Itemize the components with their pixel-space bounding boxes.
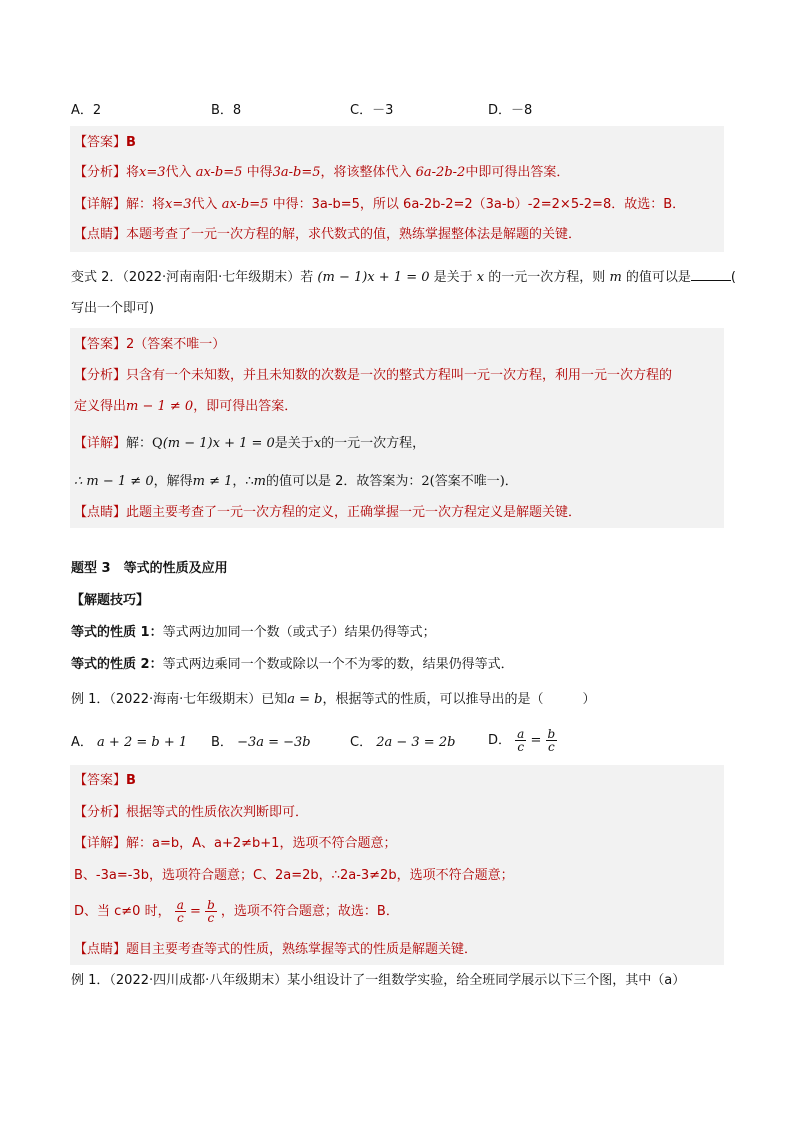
v2-analysis-line2: 定义得出m − 1 ≠ 0，即可得出答案． (74, 399, 298, 414)
v2-solution-box (70, 328, 724, 528)
ex1-detail-line1: 【详解】解：a=b，A、a+2≠b+1，选项不符合题意； (74, 836, 397, 851)
property-1: 等式的性质 1：等式两边加同一个数（或式子）结果仍得等式； (71, 625, 436, 640)
ex1-option-d: D． $\frac{a}{c}$ = $\frac{b}{c}$ (488, 727, 556, 754)
q1-analysis: 【分析】将x=3代入 ax-b=5 中得3a-b=5，将该整体代入 6a-2b-2中即可得出答案． (74, 165, 570, 180)
v2-detail-line1: 【详解】解：Q(m − 1)x + 1 = 0是关于x的一元一次方程， (74, 436, 426, 451)
variant-2-question-line2: 写出一个即可) (71, 301, 155, 316)
ex1-comment: 【点睛】题目主要考查等式的性质，熟练掌握等式的性质是解题关键． (74, 942, 478, 957)
variant-2-question: 变式 2．（2022·河南南阳·七年级期末）若 (m − 1)x + 1 = 0 是关于 x 的一元一次方程，则 m 的值可以是 ( (71, 270, 736, 285)
v2-answer: 【答案】2（答案不唯一） (74, 337, 226, 352)
ex1-detail-line3: D、当 c≠0 时， $\frac{a}{c}$ = $\frac{b}{c}$ ，选项不符合题意；故选：B． (74, 898, 399, 925)
ex1-option-c: C． 2a − 3 = 2b (350, 735, 456, 750)
example-2-question: 例 1．（2022·四川成都·八年级期末）某小组设计了一组数学实验，给全班同学展示以下三个图，其中（a） (71, 973, 686, 988)
q1-option-a: A．2 (71, 103, 102, 118)
example-1-question: 例 1．（2022·海南·七年级期末）已知a = b，根据等式的性质，可以推导出的是（ ） (71, 692, 596, 707)
ex1-option-b: B． −3a = −3b (211, 735, 311, 750)
v2-comment: 【点睛】此题主要考查了一元一次方程的定义，正确掌握一元一次方程定义是解题关键． (74, 505, 582, 520)
property-2: 等式的性质 2：等式两边乘同一个数或除以一个不为零的数，结果仍得等式． (71, 657, 514, 672)
q1-comment: 【点睛】本题考查了一元一次方程的解，求代数式的值，熟练掌握整体法是解题的关键． (74, 227, 582, 242)
ex1-analysis: 【分析】根据等式的性质依次判断即可． (74, 805, 309, 820)
ex1-detail-line2: B、-3a=-3b，选项符合题意；C、2a=2b，∴2a-3≠2b，选项不符合题意； (74, 868, 514, 883)
v2-analysis-line1: 【分析】只含有一个未知数，并且未知数的次数是一次的整式方程叫一元一次方程，利用一元一次方程的 (74, 368, 673, 383)
q1-solution-box (70, 126, 724, 252)
q1-option-d: D．－8 (488, 103, 533, 118)
ex1-answer: 【答案】B (74, 773, 136, 788)
v2-detail-line2: ∴ m − 1 ≠ 0，解得m ≠ 1，∴m的值可以是 2．故答案为：2(答案不唯一)． (74, 474, 518, 489)
ex1-solution-box (70, 765, 724, 965)
section-title: 题型 3 等式的性质及应用 (71, 561, 228, 576)
section-tips: 【解题技巧】 (71, 593, 150, 608)
ex1-option-a: A． a + 2 = b + 1 (71, 735, 188, 750)
q1-option-c: C．－3 (350, 103, 394, 118)
q1-answer: 【答案】B (74, 135, 136, 150)
q1-option-b: B．8 (211, 103, 242, 118)
answer-blank[interactable] (691, 268, 731, 281)
q1-detail: 【详解】解：将x=3代入 ax-b=5 中得：3a-b=5，所以 6a-2b-2=2（3a-b）-2=2×5-2=8．故选：B． (74, 197, 686, 212)
